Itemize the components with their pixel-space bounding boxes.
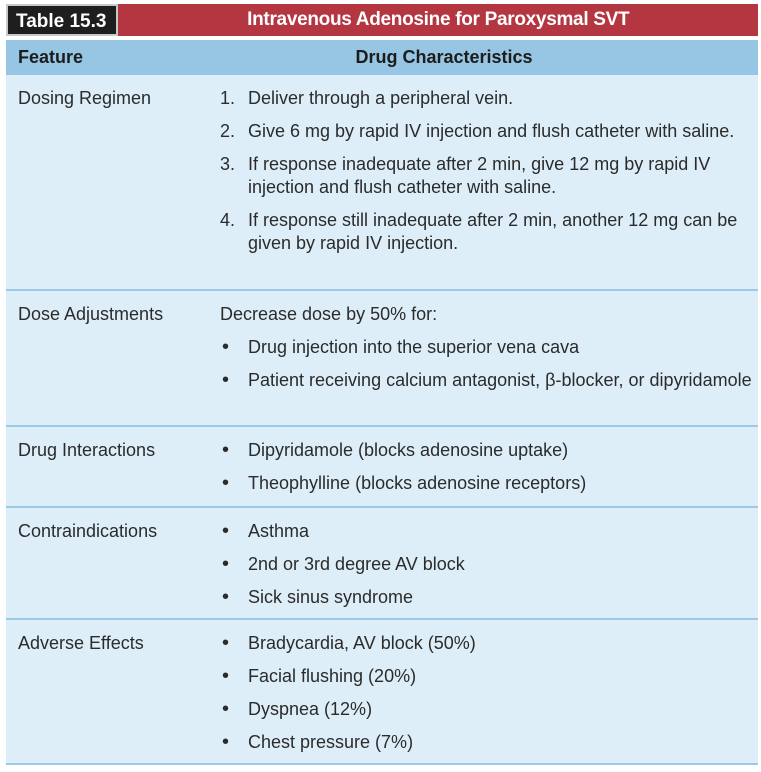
list-item (220, 336, 752, 359)
table-title-bar (6, 4, 758, 36)
list-item-text: Deliver through a peripheral vein. (248, 88, 514, 108)
list-item-text: Dyspnea (12%) (248, 699, 373, 719)
list-item-text: Dipyridamole (blocks adenosine uptake) (248, 440, 569, 460)
list-number: 1. (220, 88, 236, 108)
intro-text: Decrease dose by 50% for: (220, 304, 438, 324)
list-item-text: Theophylline (blocks adenosine receptors) (248, 473, 587, 493)
feature-cell: Drug Interactions (18, 440, 156, 460)
bullet-icon: • (222, 698, 230, 720)
feature-cell: Adverse Effects (18, 633, 144, 653)
list-item (220, 120, 752, 143)
table-header-row (6, 40, 758, 75)
list-item-text: If response still inadequate after 2 min, another 12 mg can be given by rapid IV injection. (248, 210, 738, 253)
list-number: 2. (220, 121, 236, 141)
list-item (220, 553, 752, 576)
feature-cell: Dosing Regimen (18, 88, 152, 108)
list-item (220, 698, 752, 721)
list-item-text: 2nd or 3rd degree AV block (248, 554, 465, 574)
list-item-text: Facial flushing (20%) (248, 666, 417, 686)
table-row-dosing-regimen (6, 75, 758, 291)
list-item (220, 632, 752, 655)
table-row-contraindications (6, 508, 758, 620)
list-item-text: Drug injection into the superior vena cava (248, 337, 580, 357)
table-number-label: Table 15.3 (6, 4, 118, 36)
table-row-dose-adjustments (6, 291, 758, 427)
list-item-text: Sick sinus syndrome (248, 587, 414, 607)
list-item (220, 369, 752, 392)
drug-table (6, 40, 758, 765)
list-item (220, 153, 752, 199)
feature-cell: Dose Adjustments (18, 304, 164, 324)
bullet-icon: • (222, 520, 230, 542)
characteristics-cell (220, 508, 758, 618)
list-item-text: If response inadequate after 2 min, give 12 mg by rapid IV injection and flush catheter with saline. (248, 154, 711, 197)
bullet-icon: • (222, 553, 230, 575)
list-item (220, 665, 752, 688)
column-header-characteristics: Drug Characteristics (355, 47, 533, 67)
bullet-icon: • (222, 632, 230, 654)
bullet-icon: • (222, 665, 230, 687)
list-item (220, 472, 752, 495)
list-item-text: Asthma (248, 521, 310, 541)
list-item-text: Patient receiving calcium antagonist, β-blocker, or dipyridamole (248, 370, 752, 390)
table-row-adverse-effects (6, 620, 758, 765)
list-item (220, 586, 752, 609)
list-item-text: Chest pressure (7%) (248, 732, 414, 752)
list-item (220, 731, 752, 754)
characteristics-cell (220, 427, 758, 506)
list-item (220, 209, 752, 255)
bullet-icon: • (222, 586, 230, 608)
list-number: 3. (220, 154, 236, 174)
bullet-icon: • (222, 472, 230, 494)
characteristics-cell (220, 620, 758, 763)
table-row-drug-interactions (6, 427, 758, 508)
list-item (220, 439, 752, 462)
bullet-icon: • (222, 731, 230, 753)
bullet-icon: • (222, 369, 230, 391)
list-item (220, 87, 752, 110)
column-header-feature: Feature (18, 47, 84, 67)
characteristics-cell (220, 291, 758, 425)
list-item-text: Bradycardia, AV block (50%) (248, 633, 476, 653)
list-number: 4. (220, 210, 236, 230)
list-item-text: Give 6 mg by rapid IV injection and flush catheter with saline. (248, 121, 735, 141)
feature-cell: Contraindications (18, 521, 158, 541)
bullet-icon: • (222, 336, 230, 358)
table-title: Intravenous Adenosine for Paroxysmal SVT (118, 4, 758, 36)
bullet-icon: • (222, 439, 230, 461)
characteristics-cell (220, 75, 758, 289)
list-item (220, 520, 752, 543)
